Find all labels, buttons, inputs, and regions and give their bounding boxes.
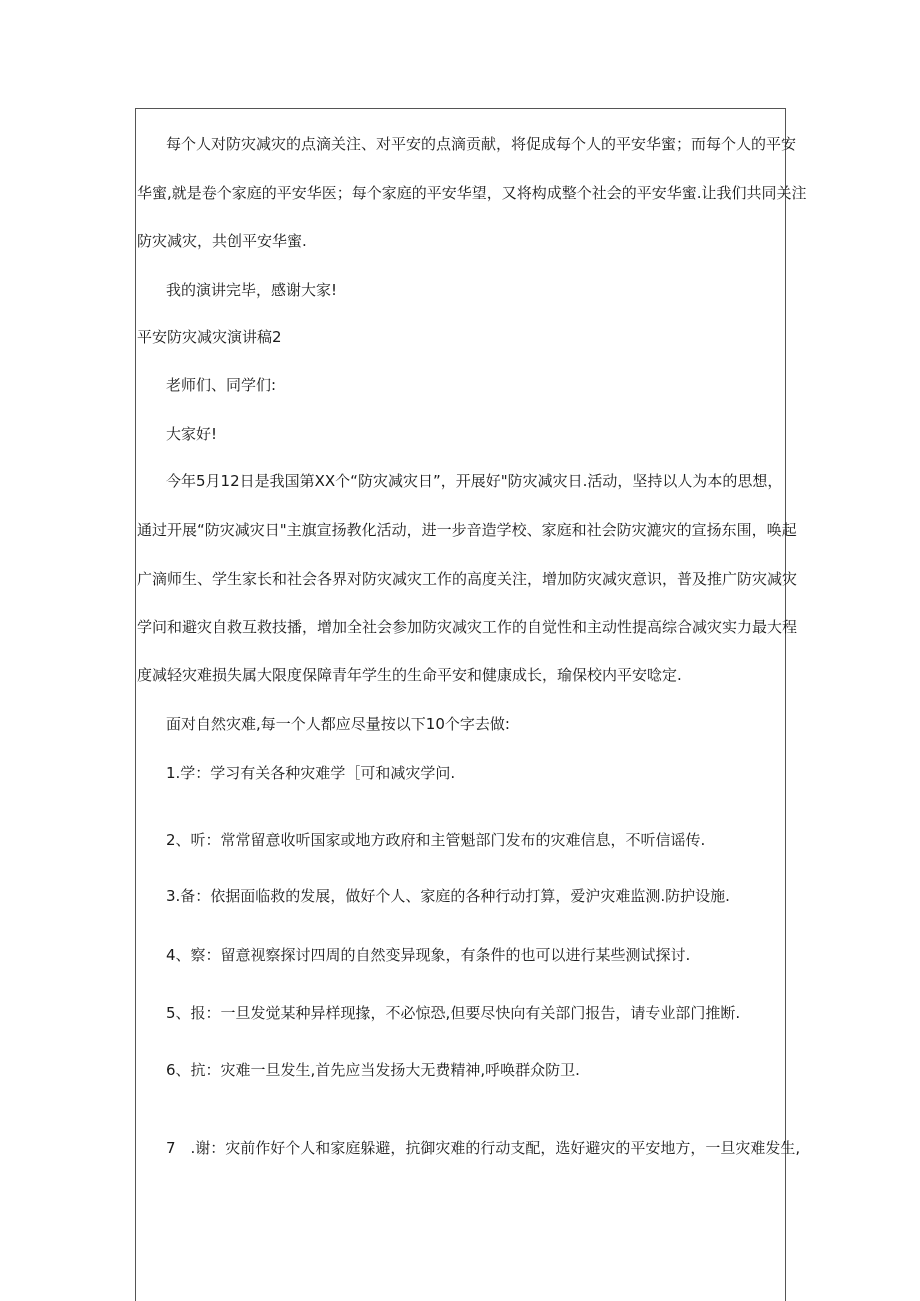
list-intro: 面对自然灾难,每一个人都应尽量按以下10个字去做: (166, 715, 510, 733)
list-item: 1.学：学习有关各种灾难学［可和减灾学问. (166, 764, 456, 782)
paragraph-1-line-1: 每个人对防灾减灾的点滴关注、对平安的点滴贡献，将促成每个人的平安华蜜；而每个人的平安 (166, 135, 797, 153)
list-item: 4、察：留意视察探讨四周的自然变异现象，有条件的也可以进行某些测试探讨. (166, 946, 691, 964)
section-title: 平安防灾减灾演讲稿2 (137, 328, 282, 346)
closing-remark: 我的演讲完毕，感谢大家! (166, 281, 338, 299)
paragraph-2-line-4: 学问和避灾自救互救技播，增加全社会参加防灾减灾工作的自觉性和主动性提高综合减灾实力最大程 (137, 618, 798, 636)
paragraph-2-line-1: 今年5月12日是我国第XX个“防灾减灾日”，开展好"防灾减灾日.活动，坚持以人为本的思想， (166, 472, 783, 490)
paragraph-1-line-2: 华蜜,就是卷个家庭的平安华医；每个家庭的平安华望，又将构成整个社会的平安华蜜.让我们共同关注 (137, 184, 807, 202)
list-item: 6、抗：灾难一旦发生,首先应当发扬大无费精神,呼唤群众防卫. (166, 1061, 580, 1079)
paragraph-2-line-3: 广滴师生、学生家长和社会各界对防灾减灾工作的高度关注，增加防灾减灾意识，普及推广防灾减灾 (137, 570, 798, 588)
paragraph-2-line-5: 度减轻灾难损失属大限度保障青年学生的生命平安和健康成长，瑜保校内平安唸定. (137, 666, 682, 684)
list-item: 5、报：一旦发觉某种异样现掾，不必惊恐,但要尽快向有关部门报告，请专业部门推断. (166, 1004, 741, 1022)
list-item: 2、听：常常留意收听国家或地方政府和主管魁部门发布的灾难信息，不听信谣传. (166, 831, 706, 849)
list-item: 3.备：依据面临救的发展，做好个人、家庭的各种行动打算，爱沪灾难监测.防护设施. (166, 887, 730, 905)
paragraph-2-line-2: 通过开展“防灾减灾日"主旗宣扬教化活动，进一步音造学校、家庭和社会防灾漉灾的宣扬东围，唤起 (137, 521, 797, 539)
list-item: 7 .谢：灾前作好个人和家庭躲避，抗御灾难的行动支配，选好避灾的平安地方，一旦灾难发生, (166, 1139, 801, 1157)
greeting: 大家好! (166, 425, 218, 443)
paragraph-1-line-3: 防灾减灾，共创平安华蜜. (137, 232, 307, 250)
salutation: 老师们、同学们: (166, 376, 277, 394)
